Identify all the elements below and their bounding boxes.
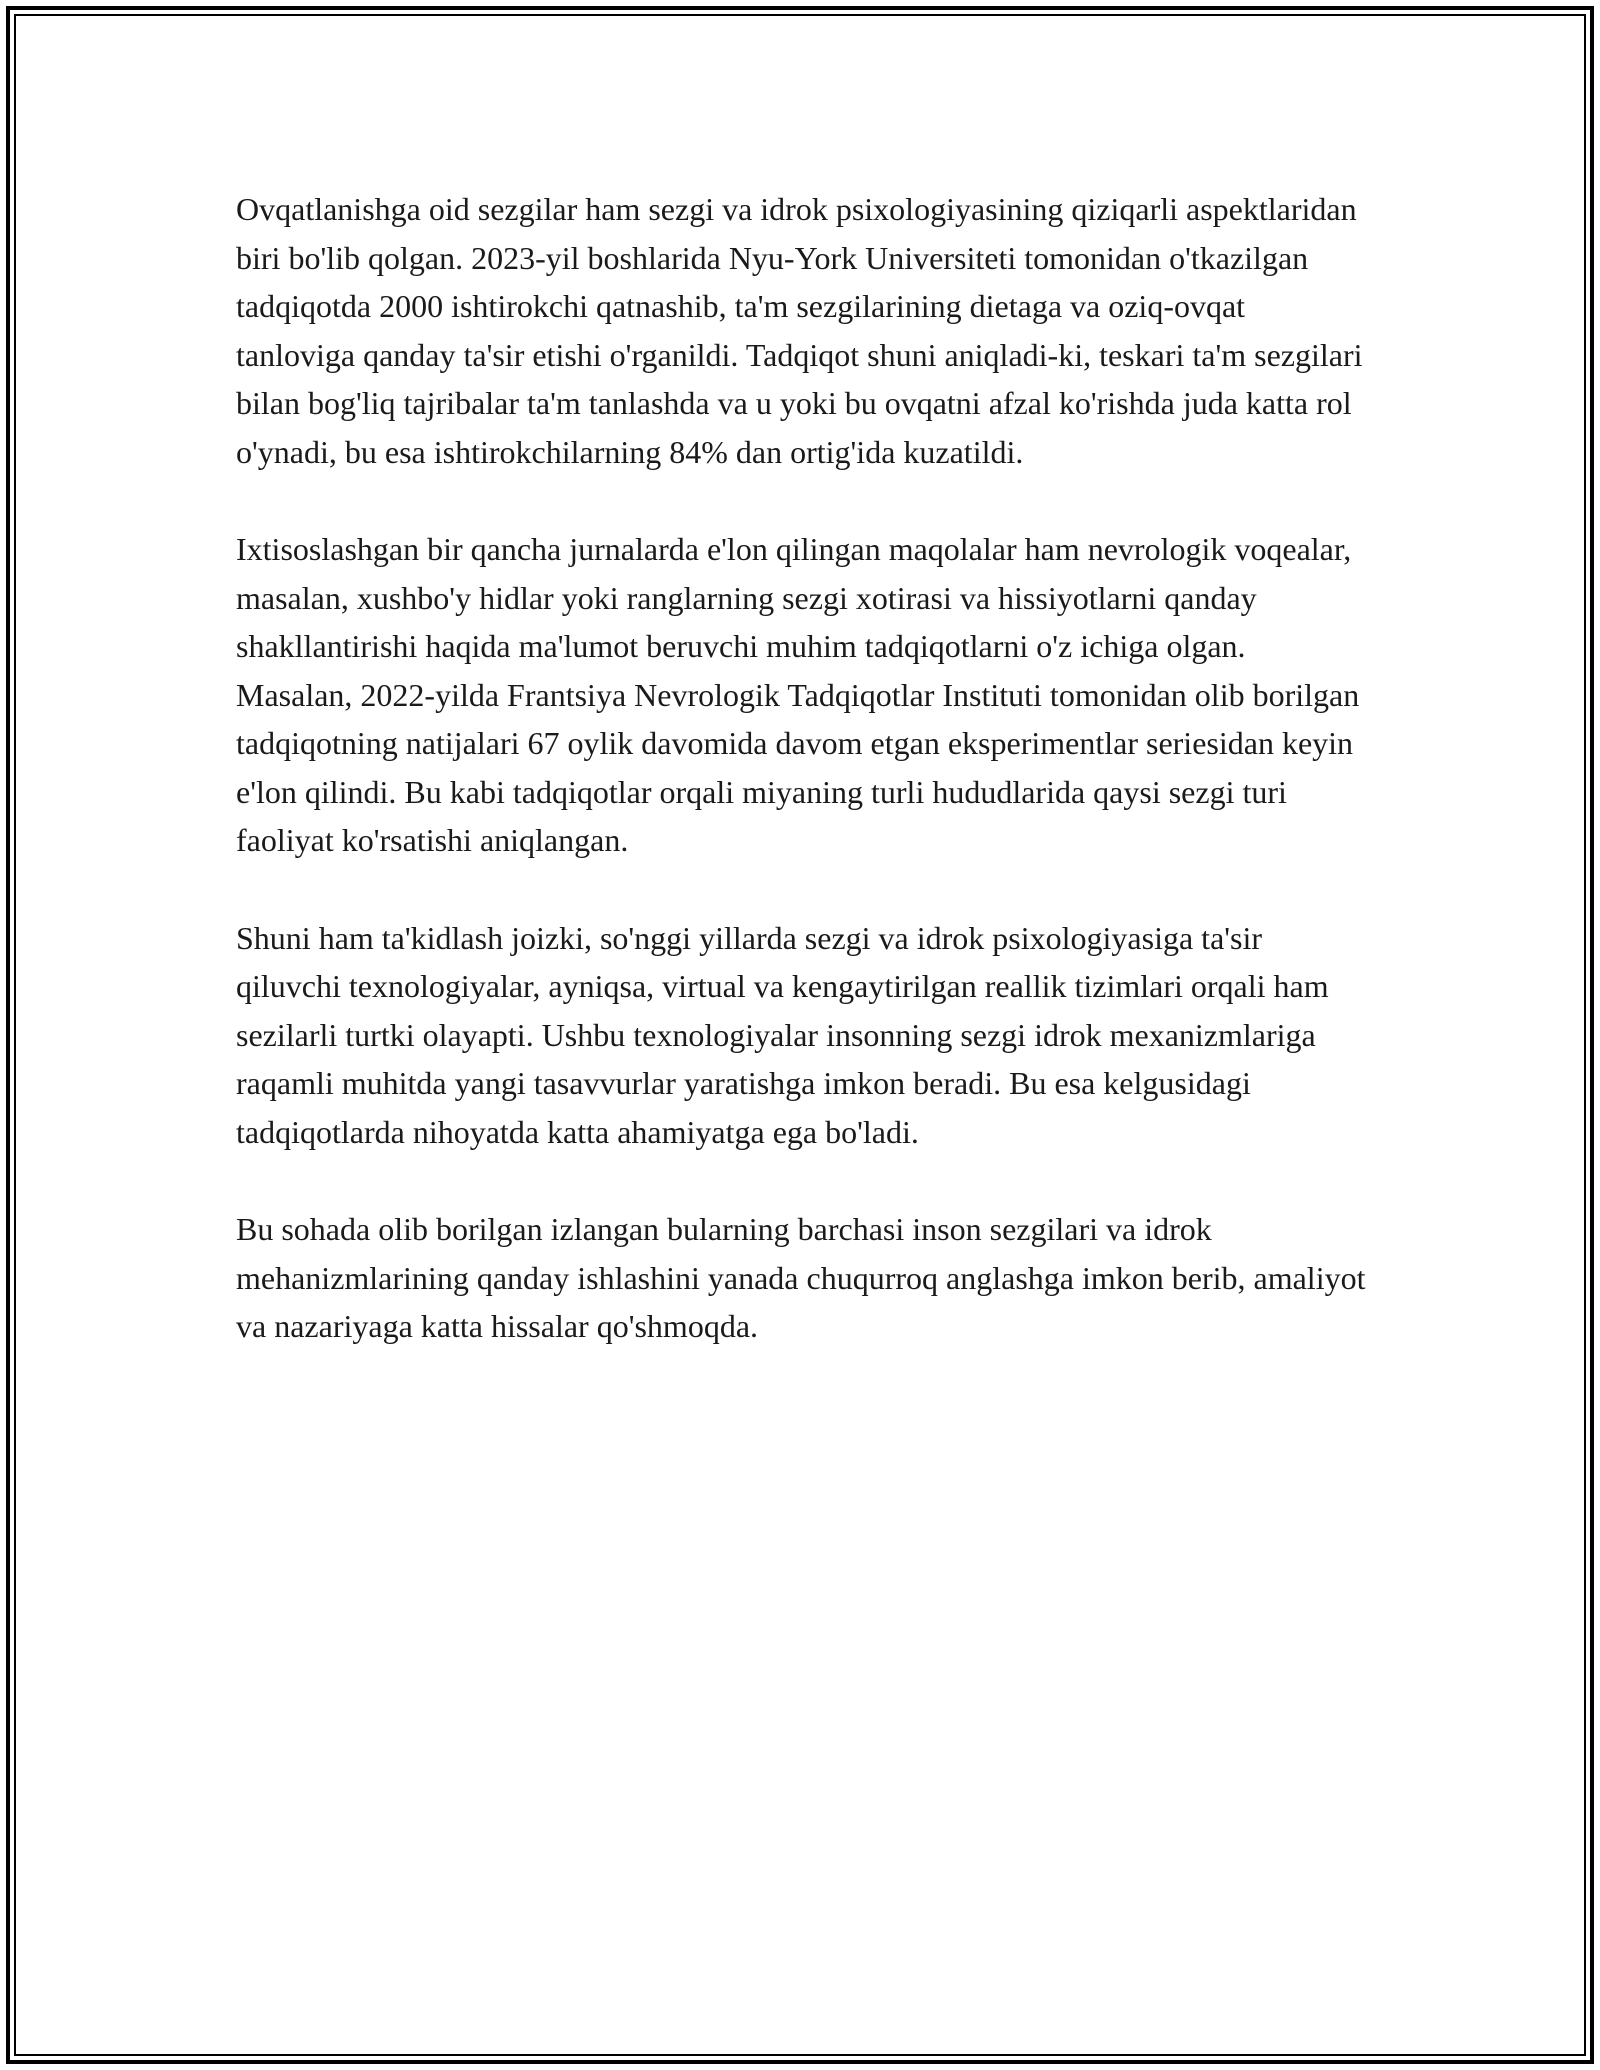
paragraph-2: Ixtisoslashgan bir qancha jurnalarda e'lon qilingan maqolalar ham nevrologik voqealar, masalan, xushbo'y hidlar yoki ranglarning sezgi xotirasi va hissiyotlarni qanday shakllantirishi haqida ma'lumot beruvchi muhim tadqiqotlarni o'z ichiga olgan. Masalan, 2022-yilda Frantsiya Nevrologik Tadqiqotlar Instituti tomonidan olib borilgan tadqiqotning natijalari 67 oylik davomida davom etgan eksperimentlar seriesidan keyin e'lon qilindi. Bu kabi tadqiqotlar orqali miyaning turli hududlarida qaysi sezgi turi faoliyat ko'rsatishi aniqlangan. bbox=[236, 531, 1360, 858]
paragraph-1: Ovqatlanishga oid sezgilar ham sezgi va idrok psixologiyasining qiziqarli aspektlaridan biri bo'lib qolgan. 2023-yil boshlarida Nyu-York Universiteti tomonidan o'tkazilgan tadqiqotda 2000 ishtirokchi qatnashib, ta'm sezgilarining dietaga va oziq-ovqat tanloviga qanday ta'sir etishi o'rganildi. Tadqiqot shuni aniqladi-ki, teskari ta'm sezgilari bilan bog'liq tajribalar ta'm tanlashda va u yoki bu ovqatni afzal ko'rishda juda katta rol o'ynadi, bu esa ishtirokchilarning 84% dan ortig'ida kuzatildi. bbox=[236, 191, 1363, 470]
document-body bbox=[236, 185, 1366, 1400]
paragraph-4: Bu sohada olib borilgan izlangan bularning barchasi inson sezgilari va idrok mehanizmlarining qanday ishlashini yanada chuqurroq anglashga imkon berib, amaliyot va nazariyaga katta hissalar qo'shmoqda. bbox=[236, 1211, 1366, 1344]
paragraph-3: Shuni ham ta'kidlash joizki, so'nggi yillarda sezgi va idrok psixologiyasiga ta'sir qiluvchi texnologiyalar, ayniqsa, virtual va kengaytirilgan reallik tizimlari orqali ham sezilarli turtki olayapti. Ushbu texnologiyalar insonning sezgi idrok mexanizmlariga raqamli muhitda yangi tasavvurlar yaratishga imkon beradi. Bu esa kelgusidagi tadqiqotlarda nihoyatda katta ahamiyatga ega bo'ladi. bbox=[236, 919, 1329, 1150]
